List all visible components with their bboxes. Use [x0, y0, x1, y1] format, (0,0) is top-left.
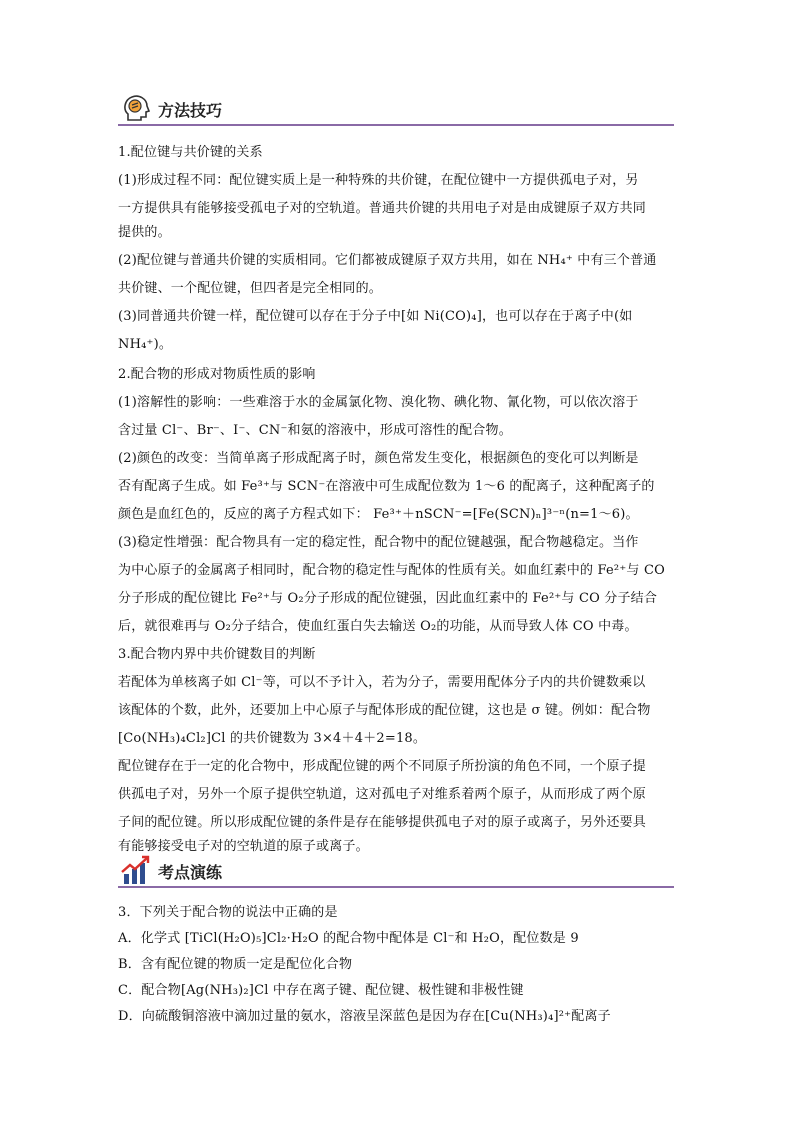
paragraph-line: 有能够接受电子对的空轨道的原子或离子。 — [118, 839, 369, 854]
section-title: 方法技巧 — [158, 101, 223, 120]
heading-2: 2.配合物的形成对物质性质的影响 — [118, 367, 316, 382]
paragraph-line: 后，就很难再与 O₂分子结合，使血红蛋白失去输送 O₂的功能，从而导致人体 CO 中毒。 — [118, 619, 638, 634]
option-c[interactable]: C．配合物[Ag(NH₃)₂]Cl 中存在离子键、配位键、极性键和非极性键 — [118, 983, 524, 998]
paragraph-line: (1)形成过程不同：配位键实质上是一种特殊的共价键，在配位键中一方提供孤电子对，另 — [118, 173, 639, 188]
chart-trend-icon — [120, 854, 152, 886]
paragraph-line: (2)配位键与普通共价键的实质相同。它们都被成键原子双方共用，如在 NH₄⁺ 中有三个普通 — [118, 253, 657, 268]
option-b[interactable]: B．含有配位键的物质一定是配位化合物 — [118, 957, 353, 972]
paragraph-line: 分子形成的配位键比 Fe²⁺与 O₂分子形成的配位键强，因此血红素中的 Fe²⁺与 CO 分子结合 — [118, 591, 658, 606]
head-lightbulb-icon — [120, 92, 152, 124]
paragraph-line: 提供的。 — [118, 225, 171, 240]
paragraph-line: 供孤电子对，另外一个原子提供空轨道，这对孤电子对维系着两个原子，从而形成了两个原 — [118, 787, 647, 802]
paragraph-line: 颜色是血红色的，反应的离子方程式如下： Fe³⁺＋nSCN⁻=[Fe(SCN)ₙ]³⁻ⁿ(n=1～6)。 — [118, 507, 639, 522]
paragraph-line: (2)颜色的改变：当简单离子形成配离子时，颜色常发生变化，根据颜色的变化可以判断是 — [118, 451, 639, 466]
paragraph-line: 一方提供具有能够接受孤电子对的空轨道。普通共价键的共用电子对是由成键原子双方共同 — [118, 201, 647, 216]
divider — [118, 124, 674, 126]
paragraph-line: 该配体的个数，此外，还要加上中心原子与配体形成的配位键，这也是 σ 键。例如：配合物 — [118, 703, 651, 718]
paragraph-line: 含过量 Cl⁻、Br⁻、I⁻、CN⁻和氨的溶液中，形成可溶性的配合物。 — [118, 423, 512, 438]
section-header-methods — [118, 92, 674, 126]
divider — [118, 886, 674, 888]
heading-1: 1.配位键与共价键的关系 — [118, 145, 263, 160]
paragraph-line: 为中心原子的金属离子相同时，配合物的稳定性与配体的性质有关。如血红素中的 Fe²⁺与 CO — [118, 563, 665, 578]
question-stem: 3．下列关于配合物的说法中正确的是 — [118, 905, 338, 920]
paragraph-line: [Co(NH₃)₄Cl₂]Cl 的共价键数为 3×4＋4＋2=18。 — [118, 731, 427, 746]
paragraph-line: (3)稳定性增强：配合物具有一定的稳定性，配合物中的配位键越强，配合物越稳定。当作 — [118, 535, 639, 550]
option-a[interactable]: A．化学式 [TiCl(H₂O)₅]Cl₂·H₂O 的配合物中配体是 Cl⁻和 H₂O，配位数是 9 — [118, 931, 579, 946]
paragraph-line: (1)溶解性的影响：一些难溶于水的金属氯化物、溴化物、碘化物、氰化物，可以依次溶于 — [118, 395, 639, 410]
option-d[interactable]: D．向硫酸铜溶液中滴加过量的氨水，溶液呈深蓝色是因为存在[Cu(NH₃)₄]²⁺配离子 — [118, 1009, 611, 1024]
section-header-practice — [118, 854, 674, 888]
paragraph-line: (3)同普通共价键一样，配位键可以存在于分子中[如 Ni(CO)₄]，也可以存在于离子中(如 — [118, 309, 633, 324]
paragraph-line: 若配体为单核离子如 Cl⁻等，可以不予计入，若为分子，需要用配体分子内的共价键数乘以 — [118, 675, 646, 690]
paragraph-line: 子间的配位键。所以形成配位键的条件是存在能够提供孤电子对的原子或离子，另外还要具 — [118, 815, 647, 830]
paragraph-line: NH₄⁺)。 — [118, 337, 173, 352]
paragraph-line: 共价键、一个配位键，但四者是完全相同的。 — [118, 281, 383, 296]
paragraph-line: 配位键存在于一定的化合物中，形成配位键的两个不同原子所扮演的角色不同，一个原子提 — [118, 759, 647, 774]
section-title: 考点演练 — [158, 863, 223, 882]
heading-3: 3.配合物内界中共价键数目的判断 — [118, 647, 316, 662]
paragraph-line: 否有配离子生成。如 Fe³⁺与 SCN⁻在溶液中可生成配位数为 1～6 的配离子，这种配离子的 — [118, 479, 655, 494]
